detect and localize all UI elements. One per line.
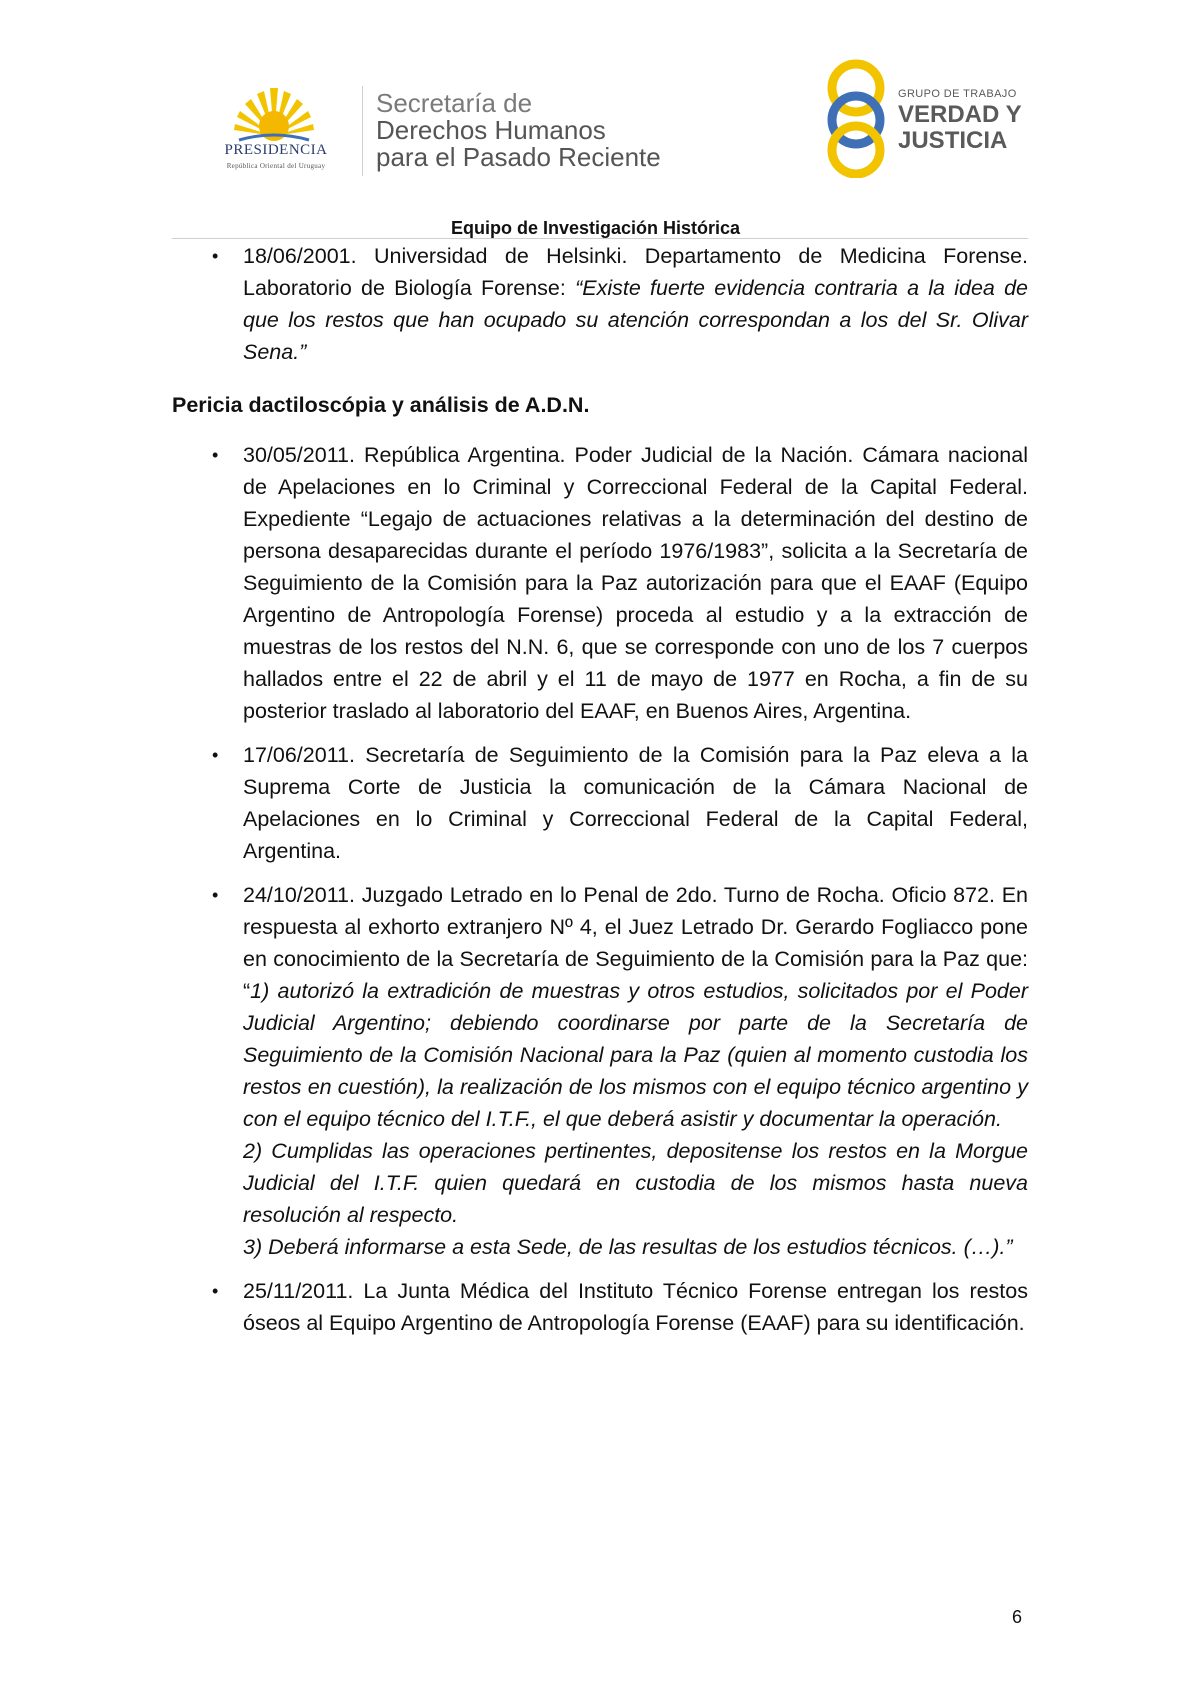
list-item [172,879,1028,1263]
item-quote-3: 3) Deberá informarse a esta Sede, de las resultas de los estudios técnicos. (…).” [243,1235,1013,1259]
verdad-text: VERDAD Y [898,101,1022,128]
item-quote: “Existe fuerte evidencia contraria a la idea de que los restos que han ocupado su atención correspondan a los del Sr. Olivar Sena.” [243,276,1028,364]
presidencia-text: PRESIDENCIA [224,142,328,158]
item-text: 30/05/2011. República Argentina. Poder Judicial de la Nación. Cámara nacional de Apelaciones en lo Criminal y Correccional Federal de la Capital Federal. Expediente “Legajo de actuaciones relativas a la determinación del destino de persona desaparecidas durante el período 1976/1983”, solicita a la Secretaría de Seguimiento de la Comisión para la Paz autorización para que el EAAF (Equipo Argentino de Antropología Forense) proceda al estudio y a la extracción de muestras de los restos del N.N. 6, que se corresponde con uno de los 7 cuerpos hallados entre el 22 de abril y el 11 de mayo de 1977 en Rocha, a fin de su posterior traslado al laboratorio del EAAF, en Buenos Aires, Argentina. [243,443,1028,723]
bullet-icon: • [212,745,219,765]
bullet-icon: • [212,246,219,266]
rings-icon [820,58,892,178]
secretaria-title [376,90,661,171]
secretaria-line-3: para el Pasado Reciente [376,142,661,172]
bullet-icon: • [212,885,219,905]
section-heading: Pericia dactiloscópia y análisis de A.D.N. [172,393,590,417]
header-rule [172,238,1028,239]
secretaria-line-2: Derechos Humanos [376,115,606,145]
item-body: 18/06/2001. Universidad de Helsinki. Departamento de Medicina Forense. Laboratorio de Biología Forense: [243,244,1028,300]
list-item [172,439,1028,727]
sun-icon [229,80,319,145]
item-text [243,240,1028,368]
item-quote-2: 2) Cumplidas las operaciones pertinentes, depositense los restos en la Morgue Judicial del I.T.F. quien quedará en custodia de los mismos hasta nueva resolución al respecto. [243,1139,1028,1227]
secretaria-line-1: Secretaría de [376,88,533,118]
bullet-icon: • [212,1281,219,1301]
header-divider [362,86,363,176]
item-quote: 1) autorizó la extradición de muestras y otros estudios, solicitados por el Poder Judicial Argentino; debiendo coordinarse por parte de la Secretaría de Seguimiento de la Comisión Nacional para la Paz (quien al momento custodia los restos en cuestión), la realización de los mismos con el equipo técnico argentino y con el equipo técnico del I.T.F., el que deberá asistir y documentar la operación. [243,979,1028,1131]
bullet-icon: • [212,445,219,465]
republica-text: República Oriental del Uruguay [226,162,326,170]
list-item [172,739,1028,867]
verdad-justicia-logo [820,58,1030,183]
list-item [172,240,1028,368]
body-content [172,240,1028,1351]
presidencia-logo [196,80,358,180]
item-text: 17/06/2011. Secretaría de Seguimiento de la Comisión para la Paz eleva a la Suprema Corte de Justicia la comunicación de la Cámara Nacional de Apelaciones en lo Criminal y Correccional Federal de la Capital Federal, Argentina. [243,743,1028,863]
item-text: 25/11/2011. La Junta Médica del Instituto Técnico Forense entregan los restos óseos al Equipo Argentino de Antropología Forense (EAAF) para su identificación. [243,1279,1028,1335]
item-body: 24/10/2011. Juzgado Letrado en lo Penal de 2do. Turno de Rocha. Oficio 872. En respuesta al exhorto extranjero Nº 4, el Juez Letrado Dr. Gerardo Fogliacco pone en conocimiento de la Secretaría de Seguimiento de la Comisión para la Paz que: “ [243,883,1028,1003]
team-title: Equipo de Investigación Histórica [450,218,741,238]
page-number: 6 [1012,1607,1023,1627]
list-item [172,1275,1028,1339]
item-text [243,879,1028,1135]
grupo-text: GRUPO DE TRABAJO [898,88,1017,100]
justicia-text: JUSTICIA [898,127,1008,154]
